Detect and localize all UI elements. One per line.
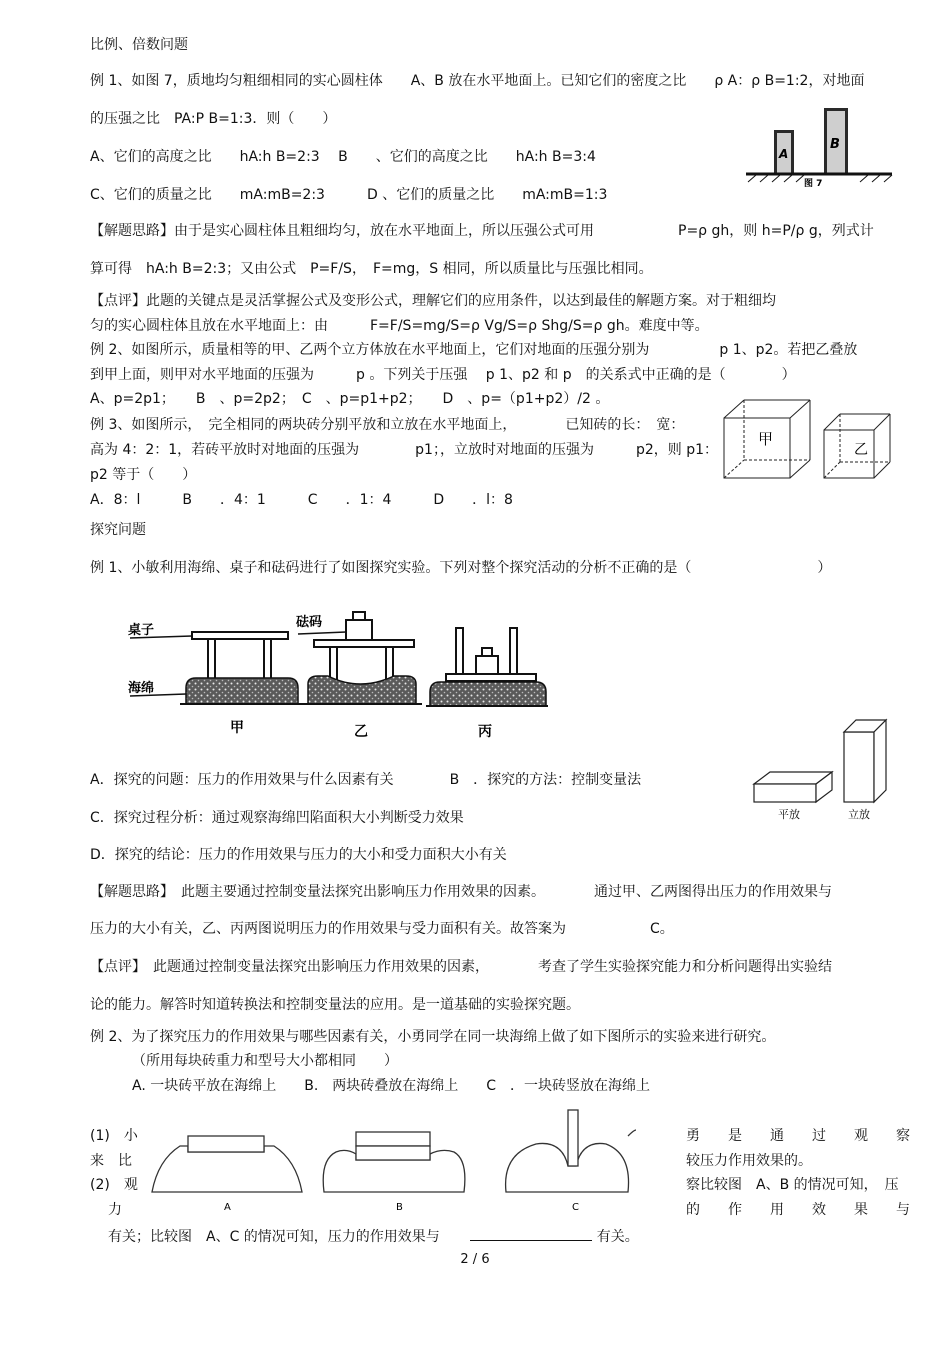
brick-label-upright: 立放 [848,808,870,821]
cube-label-jia: 甲 [758,430,774,448]
figure-sponge-bricks-abc [150,1108,650,1212]
example-2-question-line-2: 到甲上面，则甲对水平地面的压强为 p 。下列关于压强 p 1、p2 和 p 的关系式中正确的是（ ） [90,367,796,383]
section-title-ratio: 比例、倍数问题 [90,37,188,53]
question-1-left: (1) 小 [90,1128,138,1144]
example-1-comment-line-2: 匀的实心圆柱体且放在水平地面上：由 F=F/S=mg/S=ρ Vg/S=ρ Shg/S=ρ gh。难度中等。 [90,318,709,334]
experiment-caption-yi: 乙 [354,724,368,740]
figure-cubes-jia-yi [722,398,912,480]
example-1-question-line-1: 例 1、如图 7，质地均匀粗细相同的实心圆柱体 A、B 放在水平地面上。已知它们的密度之比 ρ A：ρ B=1:2，对地面 [90,73,865,89]
question-2b-right: 的 作 用 效 果 与 [686,1202,910,1218]
inquiry-example-2-conditions: A. 一块砖平放在海绵上 B. 两块砖叠放在海绵上 C ．一块砖竖放在海绵上 [132,1078,651,1094]
question-2-right: 察比较图 A、B 的情况可知， 压 [686,1177,899,1193]
inquiry-example-1-solution-line-2: 压力的大小有关，乙、丙两图说明压力的作用效果与受力面积有关。故答案为 C。 [90,921,674,937]
sponge-caption-c: C [572,1202,579,1212]
example-1-solution-line-1: 【解题思路】由于是实心圆柱体且粗细均匀，放在水平地面上，所以压强公式可用 P=ρ gh，则 h=P/ρ g，列式计 [90,223,874,239]
example-1-solution-line-2: 算可得 hA:h B=2:3；又由公式 P=F/S， F=mg，S 相同，所以质量比与压强比相同。 [90,261,653,277]
figure-brick-flat-upright [748,718,898,824]
figure-7-label-b: B [830,137,840,152]
question-2-fill-suffix: 有关。 [596,1229,639,1245]
inquiry-example-1-question: 例 1、小敏利用海绵、桌子和砝码进行了如图探究实验。下列对整个探究活动的分析不正确的是（ ） [90,560,832,576]
example-3-question-line-3: p2 等于（ ） [90,467,197,483]
example-1-comment-line-1: 【点评】此题的关键点是灵活掌握公式及变形公式，理解它们的应用条件，以达到最佳的解题方案。对于粗细均 [90,293,776,309]
question-2-fill-prefix: 有关；比较图 A、C 的情况可知，压力的作用效果与 [108,1229,440,1245]
inquiry-example-1-solution-line-1: 【解题思路】 此题主要通过控制变量法探究出影响压力作用效果的因素。 通过甲、乙两图得出压力的作用效果与 [90,884,832,900]
example-3-question-line-1: 例 3、如图所示， 完全相同的两块砖分别平放和立放在水平地面上， 已知砖的长： 宽： [90,417,685,433]
figure-7-caption: 图 7 [804,179,823,188]
figure-7-cylinders [740,104,900,188]
question-2-left: (2) 观 [90,1177,138,1193]
experiment-caption-jia: 甲 [230,720,244,736]
inquiry-example-1-option-d: D．探究的结论：压力的作用效果与压力的大小和受力面积大小有关 [90,847,507,863]
section-title-inquiry: 探究问题 [90,522,146,538]
inquiry-example-1-option-a-b: A．探究的问题：压力的作用效果与什么因素有关 B ．探究的方法：控制变量法 [90,772,642,788]
example-3-question-line-2: 高为 4：2：1，若砖平放时对地面的压强为 p1；，立放时对地面的压强为 p2，则 p1： [90,442,719,458]
inquiry-example-1-option-c: C．探究过程分析：通过观察海绵凹陷面积大小判断受力效果 [90,810,464,826]
question-1-right: 勇 是 通 过 观 察 [686,1128,910,1144]
example-1-option-a-b: A、它们的高度之比 hA:h B=2:3 B 、它们的高度之比 hA:h B=3:4 [90,149,596,165]
answer-blank[interactable] [470,1226,592,1241]
inquiry-example-2-question-line-2: （所用每块砖重力和型号大小都相同 ） [132,1053,398,1069]
question-1b-left: 来 比 [90,1153,132,1169]
experiment-label-table: 桌子 [128,623,155,638]
example-3-options: A．8：l B ．4：1 C ．1：4 D ．l：8 [90,492,513,508]
inquiry-example-1-comment-line-1: 【点评】 此题通过控制变量法探究出影响压力作用效果的因素， 考查了学生实验探究能力和分析问题得出实验结 [90,959,832,975]
page-number: 2 / 6 [460,1252,490,1267]
sponge-caption-a: A [224,1202,231,1212]
inquiry-example-1-comment-line-2: 论的能力。解答时知道转换法和控制变量法的应用。是一道基础的实验探究题。 [90,997,580,1013]
question-2-fill-line [108,1226,639,1246]
experiment-caption-bing: 丙 [478,724,492,740]
question-2b-left: 力 [108,1202,122,1218]
figure-7-label-a: A [779,147,789,161]
experiment-label-sponge: 海绵 [128,681,155,696]
experiment-label-weight: 砝码 [296,615,323,630]
brick-label-flat: 平放 [778,808,800,821]
example-1-question-line-2: 的压强之比 PA:P B=1:3．则（ ） [90,111,337,127]
example-2-question-line-1: 例 2、如图所示，质量相等的甲、乙两个立方体放在水平地面上，它们对地面的压强分别为 p 1、p2。若把乙叠放 [90,342,858,358]
figure-sponge-table-experiment [128,604,548,746]
sponge-caption-b: B [396,1202,403,1212]
example-1-option-c-d: C、它们的质量之比 mA:mB=2:3 D 、它们的质量之比 mA:mB=1:3 [90,187,608,203]
question-1b-right: 较压力作用效果的。 [686,1153,812,1169]
example-2-options: A、p=2p1； B 、p=2p2； C 、p=p1+p2； D 、p=（p1+p2）/2 。 [90,391,610,407]
cube-label-yi: 乙 [854,442,868,458]
inquiry-example-2-question-line-1: 例 2、为了探究压力的作用效果与哪些因素有关，小勇同学在同一块海绵上做了如下图所示的实验来进行研究。 [90,1029,776,1045]
